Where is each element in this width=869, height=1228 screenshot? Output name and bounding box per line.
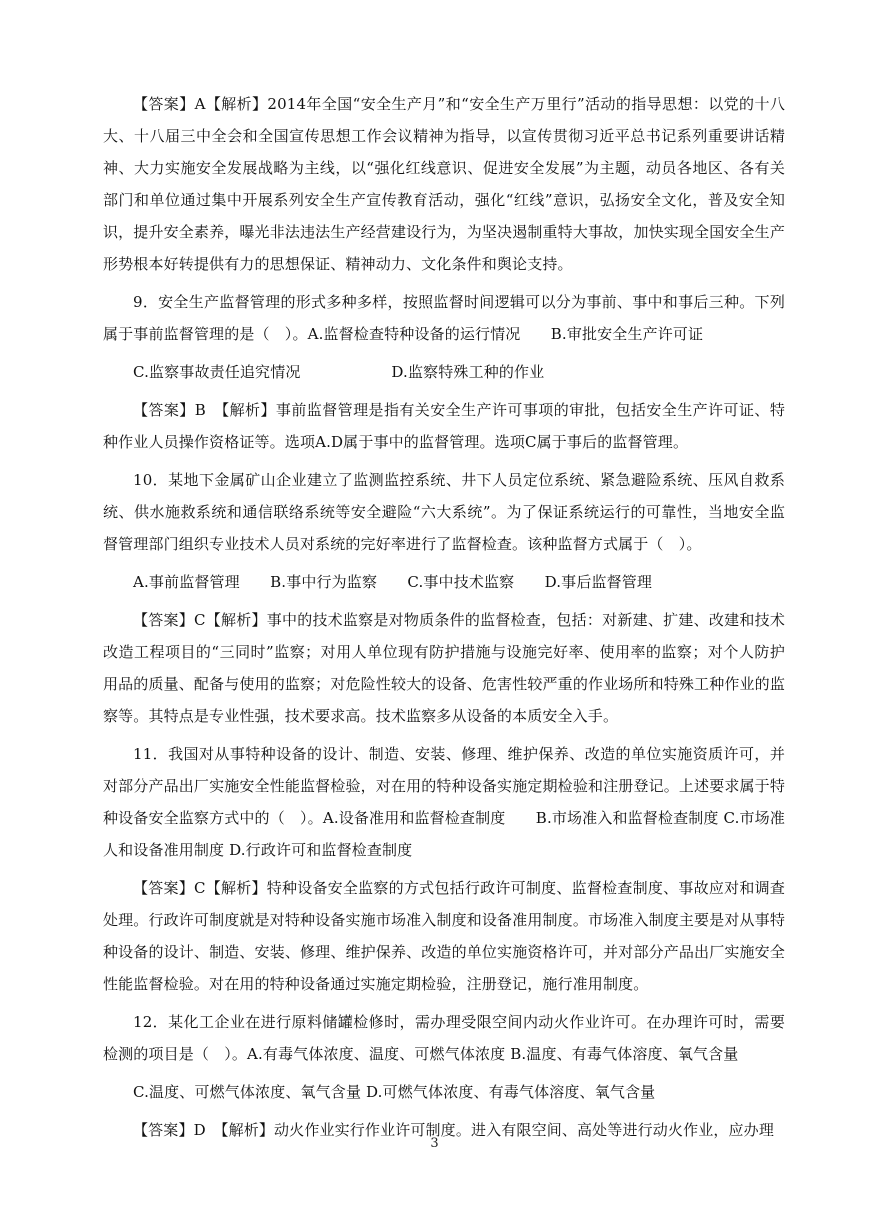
question-9: 9．安全生产监督管理的形式多种多样，按照监督时间逻辑可以分为事前、事中和事后三种。下列属于事前监督管理的是（ ）。A.监督检查特种设备的运行情况 B.审批安全生产许可证: [103, 293, 785, 343]
question-10-options: A.事前监督管理 B.事中行为监察 C.事中技术监察 D.事后监督管理: [133, 573, 653, 591]
question-12-options: C.温度、可燃气体浓度、氧气含量 D.可燃气体浓度、有毒气体溶度、氧气含量: [133, 1083, 656, 1101]
question-12: 12．某化工企业在进行原料储罐检修时，需办理受限空间内动火作业许可。在办理许可时，需要检测的项目是（ ）。A.有毒气体浓度、温度、可燃气体浓度 B.温度、有毒气体溶度、氧气含量: [103, 1013, 785, 1063]
question-11: 11．我国对从事特种设备的设计、制造、安装、修理、维护保养、改造的单位实施资质许可，并对部分产品出厂实施安全性能监督检验，对在用的特种设备实施定期检验和注册登记。上述要求属于特种设备安全监察方式中的（ ）。A.设备准用和监督检查制度 B.市场准入和监督检查制度 C.市场准人和设备准用制度 D.行政许可和监督检查制度: [103, 745, 785, 859]
page-body: [103, 88, 785, 1152]
question-10: 10．某地下金属矿山企业建立了监测监控系统、井下人员定位系统、紧急避险系统、压风自救系统、供水施救系统和通信联络系统等安全避险“六大系统”。为了保证系统运行的可靠性，当地安全监督管理部门组织专业技术人员对系统的完好率进行了监督检查。该种监督方式属于（ ）。: [103, 471, 785, 553]
question-9-options: C.监察事故责任追究情况 D.监察特殊工种的作业: [133, 363, 545, 381]
answer-paragraph-12: 【答案】D 【解析】动火作业实行作业许可制度。进入有限空间、高处等进行动火作业，应办理: [133, 1121, 774, 1139]
answer-paragraph-10: 【答案】C【解析】事中的技术监察是对物质条件的监督检查，包括：对新建、扩建、改建和技术改造工程项目的“三同时”监察；对用人单位现有防护措施与设施完好率、使用率的监察；对个人防护用品的质量、配备与使用的监察；对危险性较大的设备、危害性较严重的作业场所和特殊工种作业的监察等。其特点是专业性强，技术要求高。技术监察多从设备的本质安全入手。: [103, 611, 785, 725]
page-number: 3: [430, 1136, 439, 1151]
answer-paragraph-9: 【答案】B 【解析】事前监督管理是指有关安全生产许可事项的审批，包括安全生产许可证、特种作业人员操作资格证等。选项A.D属于事中的监督管理。选项C属于事后的监督管理。: [103, 401, 785, 451]
answer-paragraph-11: 【答案】C【解析】特种设备安全监察的方式包括行政许可制度、监督检查制度、事故应对和调查处理。行政许可制度就是对特种设备实施市场准入制度和设备准用制度。市场准入制度主要是对从事特种设备的设计、制造、安装、修理、维护保养、改造的单位实施资格许可，并对部分产品出厂实施安全性能监督检验。对在用的特种设备通过实施定期检验，注册登记，施行准用制度。: [103, 879, 785, 993]
answer-paragraph-8: 【答案】A【解析】2014年全国“安全生产月”和“安全生产万里行”活动的指导思想：以党的十八大、十八届三中全会和全国宣传思想工作会议精神为指导，以宣传贯彻习近平总书记系列重要讲话精神、大力实施安全发展战略为主线，以“强化红线意识、促进安全发展”为主题，动员各地区、各有关部门和单位通过集中开展系列安全生产宣传教育活动，强化“红线”意识，弘扬安全文化，普及安全知识，提升安全素养，曝光非法违法生产经营建设行为，为坚决遏制重特大事故，加快实现全国安全生产形势根本好转提供有力的思想保证、精神动力、文化条件和舆论支持。: [103, 95, 785, 273]
